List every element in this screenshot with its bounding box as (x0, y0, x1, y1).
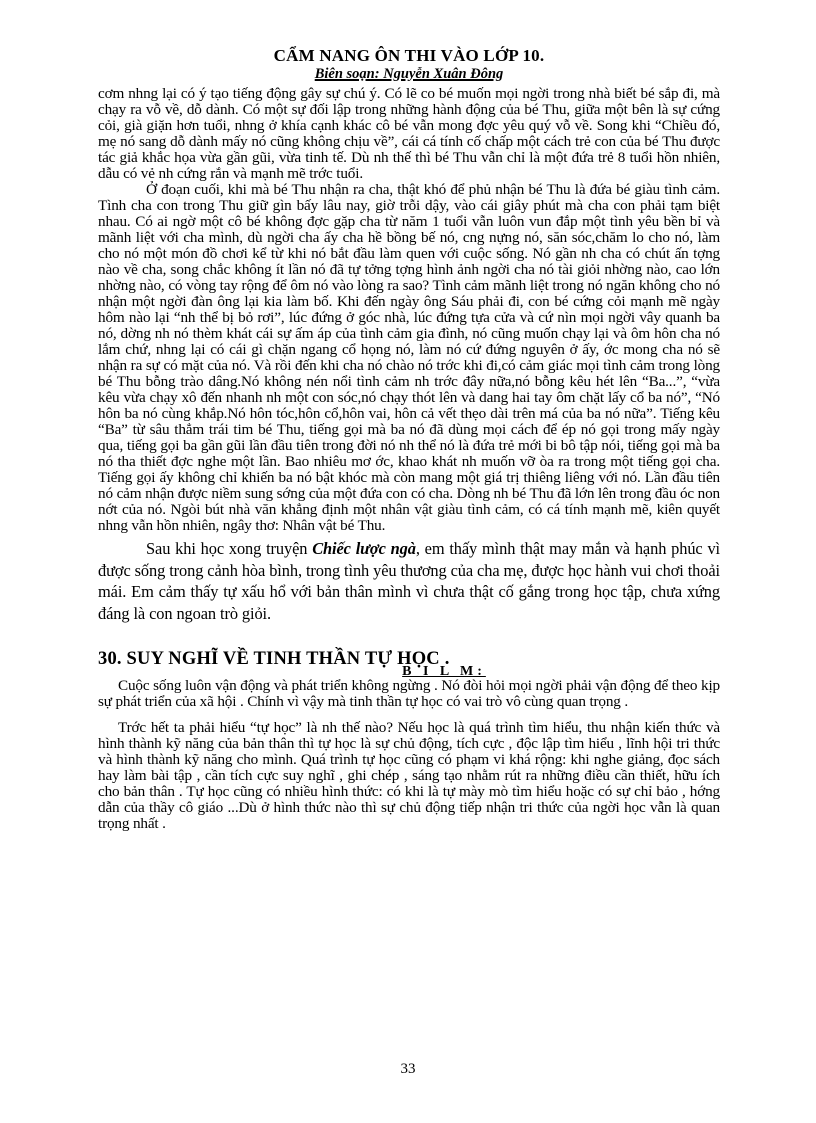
section-subtitle: B I L M: (402, 664, 486, 679)
section-paragraph-1: Cuộc sống luôn vận động và phát triển không ngừng . Nó đòi hỏi mọi ngời phải vận động để theo kịp sự phát triển của xã hội . Chính vì vậy mà tinh thần tự học có vai trò vô cùng quan trọng . (98, 677, 720, 710)
section-body (98, 678, 720, 832)
essay-paragraph-2: Ở đoạn cuối, khi mà bé Thu nhận ra cha, thật khó để phủ nhận bé Thu là đứa bé giàu tình cảm. Tình cha con trong Thu giữ gìn bấy lâu nay, giờ trỗi dậy, vào cái giây phút mà cha con phải tạm biệt nhau. Có ai ngờ một cô bé không đợc gặp cha từ năm 1 tuổi vẫn luôn vun đắp một tình yêu bền bỉ và mãnh liệt với cha mình, dù ngời cha ấy cha hề bồng bế nó, cng nựng nó, săn sóc,chăm lo cho nó, làm cho nó một món đồ chơi kể từ khi nó bắt đầu làm quen với cuộc sống. Nó gần nh cha có chút ấn tợng nào về cha, song chắc không ít lần nó đã tự tởng tợng hình ảnh ngời cha nó tài giỏi nhờng nào, cao lớn nhờng nào, có vòng tay rộng để ôm nó vào lòng ra sao? Tình cảm mãnh liệt trong nó ngăn không cho nó nhận một ngời đàn ông lại kia làm bố. Khi đến ngày ông Sáu phải đi, con bé cứng cỏi mạnh mẽ ngày hôm nào lại “nh thể bị bỏ rơi”, lúc đứng ở góc nhà, lúc đứng tựa cửa và cứ nìn mọi ngời vây quanh ba nó, dờng nh nó thèm khát cái sự ấm áp của tình cảm gia đình, nó cũng muốn chạy lại và ôm hôn cha nó lắm chứ, nhng lại có cái gì chặn ngang cổ họng nó, làm nó cứ đứng nguyên ở ấy, ớc mong cha nó sẽ nhận ra sự có mặt của nó. Và rồi đến khi cha nó chào nó trớc khi đi,có cảm giác mọi tình cảm trong lòng bé Thu bỗng trào dâng.Nó không nén nổi tình cảm nh trớc đây nữa,nó bỗng kêu hét lên “Ba...”, “vừa kêu vừa chạy xô đến nhanh nh một con sóc,nó chạy thót lên và dang hai tay ôm chặt lấy cổ ba nó”, “Nó hôn ba nó cùng khắp.Nó hôn tóc,hôn cổ,hôn vai, hôn cả vết thẹo dài trên má của ba nó nữa”. Tiếng kêu “Ba” từ sâu thẳm trái tim bé Thu, tiếng gọi mà ba nó đã dùng mọi cách để ép nó gọi trong mấy ngày qua, tiếng gọi ba gần gũi lần đầu tiên trong đời nó nh thể nó là đứa trẻ mới bi bô tập nói, tiếng gọi mà ba nó tha thiết đợc nghe một lần. Bao nhiêu mơ ớc, khao khát nh muốn vỡ òa ra trong một tiếng gọi cha. Tiếng gọi ấy không chỉ khiến ba nó bật khóc mà còn mang một giá trị thiêng liêng với nó. Lần đầu tiên nó cảm nhận được niềm sung sớng của một đứa con có cha. Dòng nh bé Thu đã lớn lên trong đầu óc non nớt của nó. Ngòi bút nhà văn khẳng định một nhân vật giàu tình cảm, có cá tính mạnh mẽ, kiên quyết nhng vẫn hồn nhiên, ngây thơ: Nhân vật bé Thu. (98, 181, 720, 534)
page-number: 33 (400, 1061, 416, 1077)
essay-body (98, 86, 720, 534)
section-title: 30. SUY NGHĨ VỀ TINH THẦN TỰ HỌC . (98, 649, 450, 669)
closing-text-before: Sau khi học xong truyện (146, 539, 313, 558)
essay-closing (98, 538, 720, 624)
closing-paragraph (98, 538, 720, 624)
header-title: CẨM NANG ÔN THI VÀO LỚP 10. (273, 46, 545, 65)
section-paragraph-2: Trớc hết ta phải hiểu “tự học” là nh thế nào? Nếu học là quá trình tìm hiểu, thu nhận kiến thức và hình thành kỹ năng của bản thân thì tự học là sự chủ động, tích cực , độc lập tìm hiểu , lĩnh hội tri thức và hình thành kỹ năng cho mình. Quá trình tự học cũng có phạm vi khá rộng: khi nghe giảng, đọc sách hay làm bài tập , cần tích cực suy nghĩ , ghi chép , sáng tạo nhằm rút ra những điều cần thiết, hữu ích cho bản thân . Tự học cũng có nhiều hình thức: có khi là tự mày mò tìm hiểu hoặc có sự chỉ bảo , hớng dẫn của thầy cô giáo ...Dù ở hình thức nào thì sự chủ động tiếp nhận tri thức của ngời học vẫn là quan trọng nhất . (98, 719, 720, 832)
closing-text-after: , em thấy mình thật may mắn và hạnh phúc vì được sống trong cảnh hòa bình, trong tình yêu thương của cha mẹ, được học hành vui chơi thoải mái. Em cảm thấy tự xấu hổ với bản thân mình vì chưa thật cố gắng trong học tập, chưa xứng đáng là con ngoan trò giỏi. (98, 539, 720, 623)
essay-paragraph-1: cơm nhng lại có ý tạo tiếng động gây sự chú ý. Có lẽ co bé muốn mọi ngời trong nhà biết bé sắp đi, mà chạy ra vỗ về, dỗ dành. Có một sự đối lập trong những hành động của bé Thu, giữa một bên là sự cứng cỏi, già giặn hơn tuổi, nhng ở khía cạnh khác cô bé vẫn mong đợc yêu quý vỗ về. Song khi “Chiều đó, mẹ nó sang dỗ dành mấy nó cũng không chịu về”, cái cá tính cố chấp một cách trẻ con của bé Thu được tác giả khắc họa vừa gần gũi, vừa tinh tế. Dù nh thế thì bé Thu vẫn chỉ là một đứa trẻ 8 tuổi hồn nhiên, dẫu có vẻ nh cứng rắn và mạnh mẽ trớc tuổi. (98, 85, 720, 182)
document-page (98, 46, 720, 832)
story-title: Chiếc lược ngà (312, 539, 416, 558)
header-author: Biên soạn: Nguyễn Xuân Đông (314, 66, 504, 82)
